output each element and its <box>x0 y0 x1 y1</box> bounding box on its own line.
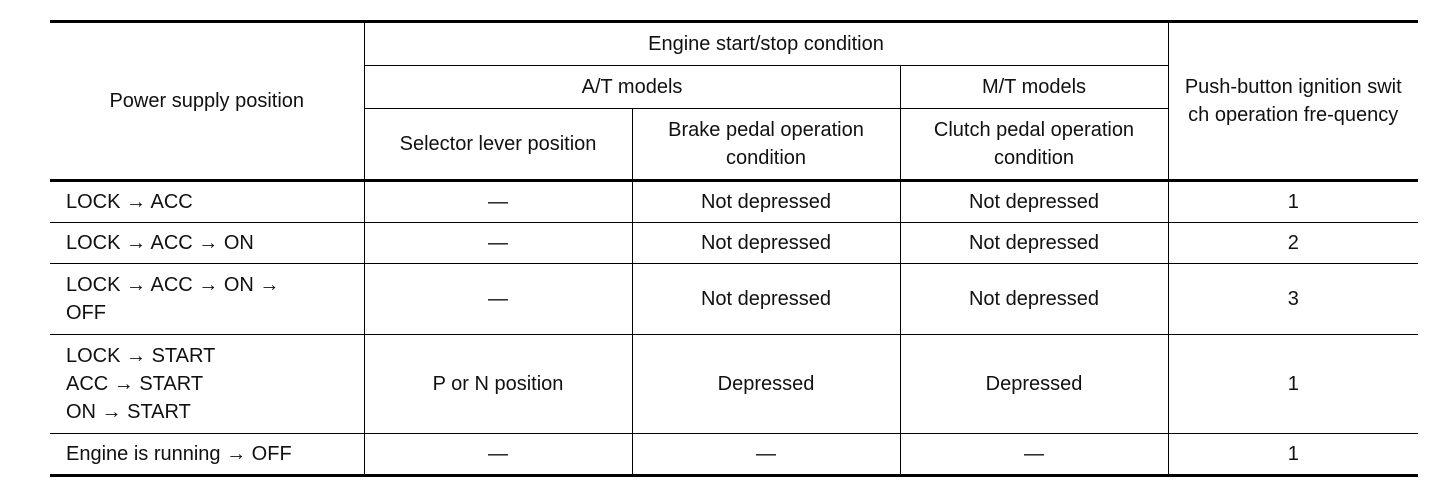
cell-brake: Not depressed <box>632 181 900 223</box>
cell-brake: Not depressed <box>632 264 900 335</box>
cell-selector: — <box>364 434 632 476</box>
cell-frequency: 2 <box>1168 223 1418 264</box>
cell-power-position: Engine is running → OFF <box>50 434 364 476</box>
cell-brake: Depressed <box>632 335 900 434</box>
engine-start-stop-table <box>50 20 1418 477</box>
header-power-supply: Power supply position <box>50 22 364 181</box>
cell-frequency: 3 <box>1168 264 1418 335</box>
header-engine-condition: Engine start/stop condition <box>364 22 1168 66</box>
cell-clutch: Not depressed <box>900 223 1168 264</box>
cell-clutch: Not depressed <box>900 181 1168 223</box>
header-push-button-text: Push-button ignition switch operation fre-quency <box>1184 76 1402 126</box>
cell-power-position <box>50 335 364 434</box>
table-container <box>50 20 1418 477</box>
table-row <box>50 264 1418 335</box>
power-line-1: LOCK → START <box>66 345 216 367</box>
header-brake-pedal: Brake pedal operation condition <box>632 109 900 181</box>
cell-clutch: Not depressed <box>900 264 1168 335</box>
power-line-2: ACC → START <box>66 373 204 395</box>
cell-clutch: Depressed <box>900 335 1168 434</box>
table-row <box>50 223 1418 264</box>
table-row <box>50 335 1418 434</box>
cell-selector: — <box>364 223 632 264</box>
table-row <box>50 434 1418 476</box>
header-selector-lever: Selector lever position <box>364 109 632 181</box>
cell-brake: — <box>632 434 900 476</box>
power-line-1: LOCK → ACC → ON → <box>66 274 280 296</box>
power-line-3: ON → START <box>66 401 191 423</box>
cell-selector: — <box>364 264 632 335</box>
cell-power-position: LOCK → ACC → ON <box>50 223 364 264</box>
cell-frequency: 1 <box>1168 181 1418 223</box>
header-clutch-pedal: Clutch pedal operation condition <box>900 109 1168 181</box>
header-at-models: A/T models <box>364 66 900 109</box>
cell-power-position <box>50 264 364 335</box>
cell-selector: — <box>364 181 632 223</box>
cell-frequency: 1 <box>1168 434 1418 476</box>
header-mt-models: M/T models <box>900 66 1168 109</box>
table-row <box>50 181 1418 223</box>
cell-selector: P or N position <box>364 335 632 434</box>
cell-power-position: LOCK → ACC <box>50 181 364 223</box>
power-line-2: OFF <box>66 302 106 324</box>
header-push-button-frequency <box>1168 22 1418 181</box>
cell-frequency: 1 <box>1168 335 1418 434</box>
cell-clutch: — <box>900 434 1168 476</box>
cell-brake: Not depressed <box>632 223 900 264</box>
